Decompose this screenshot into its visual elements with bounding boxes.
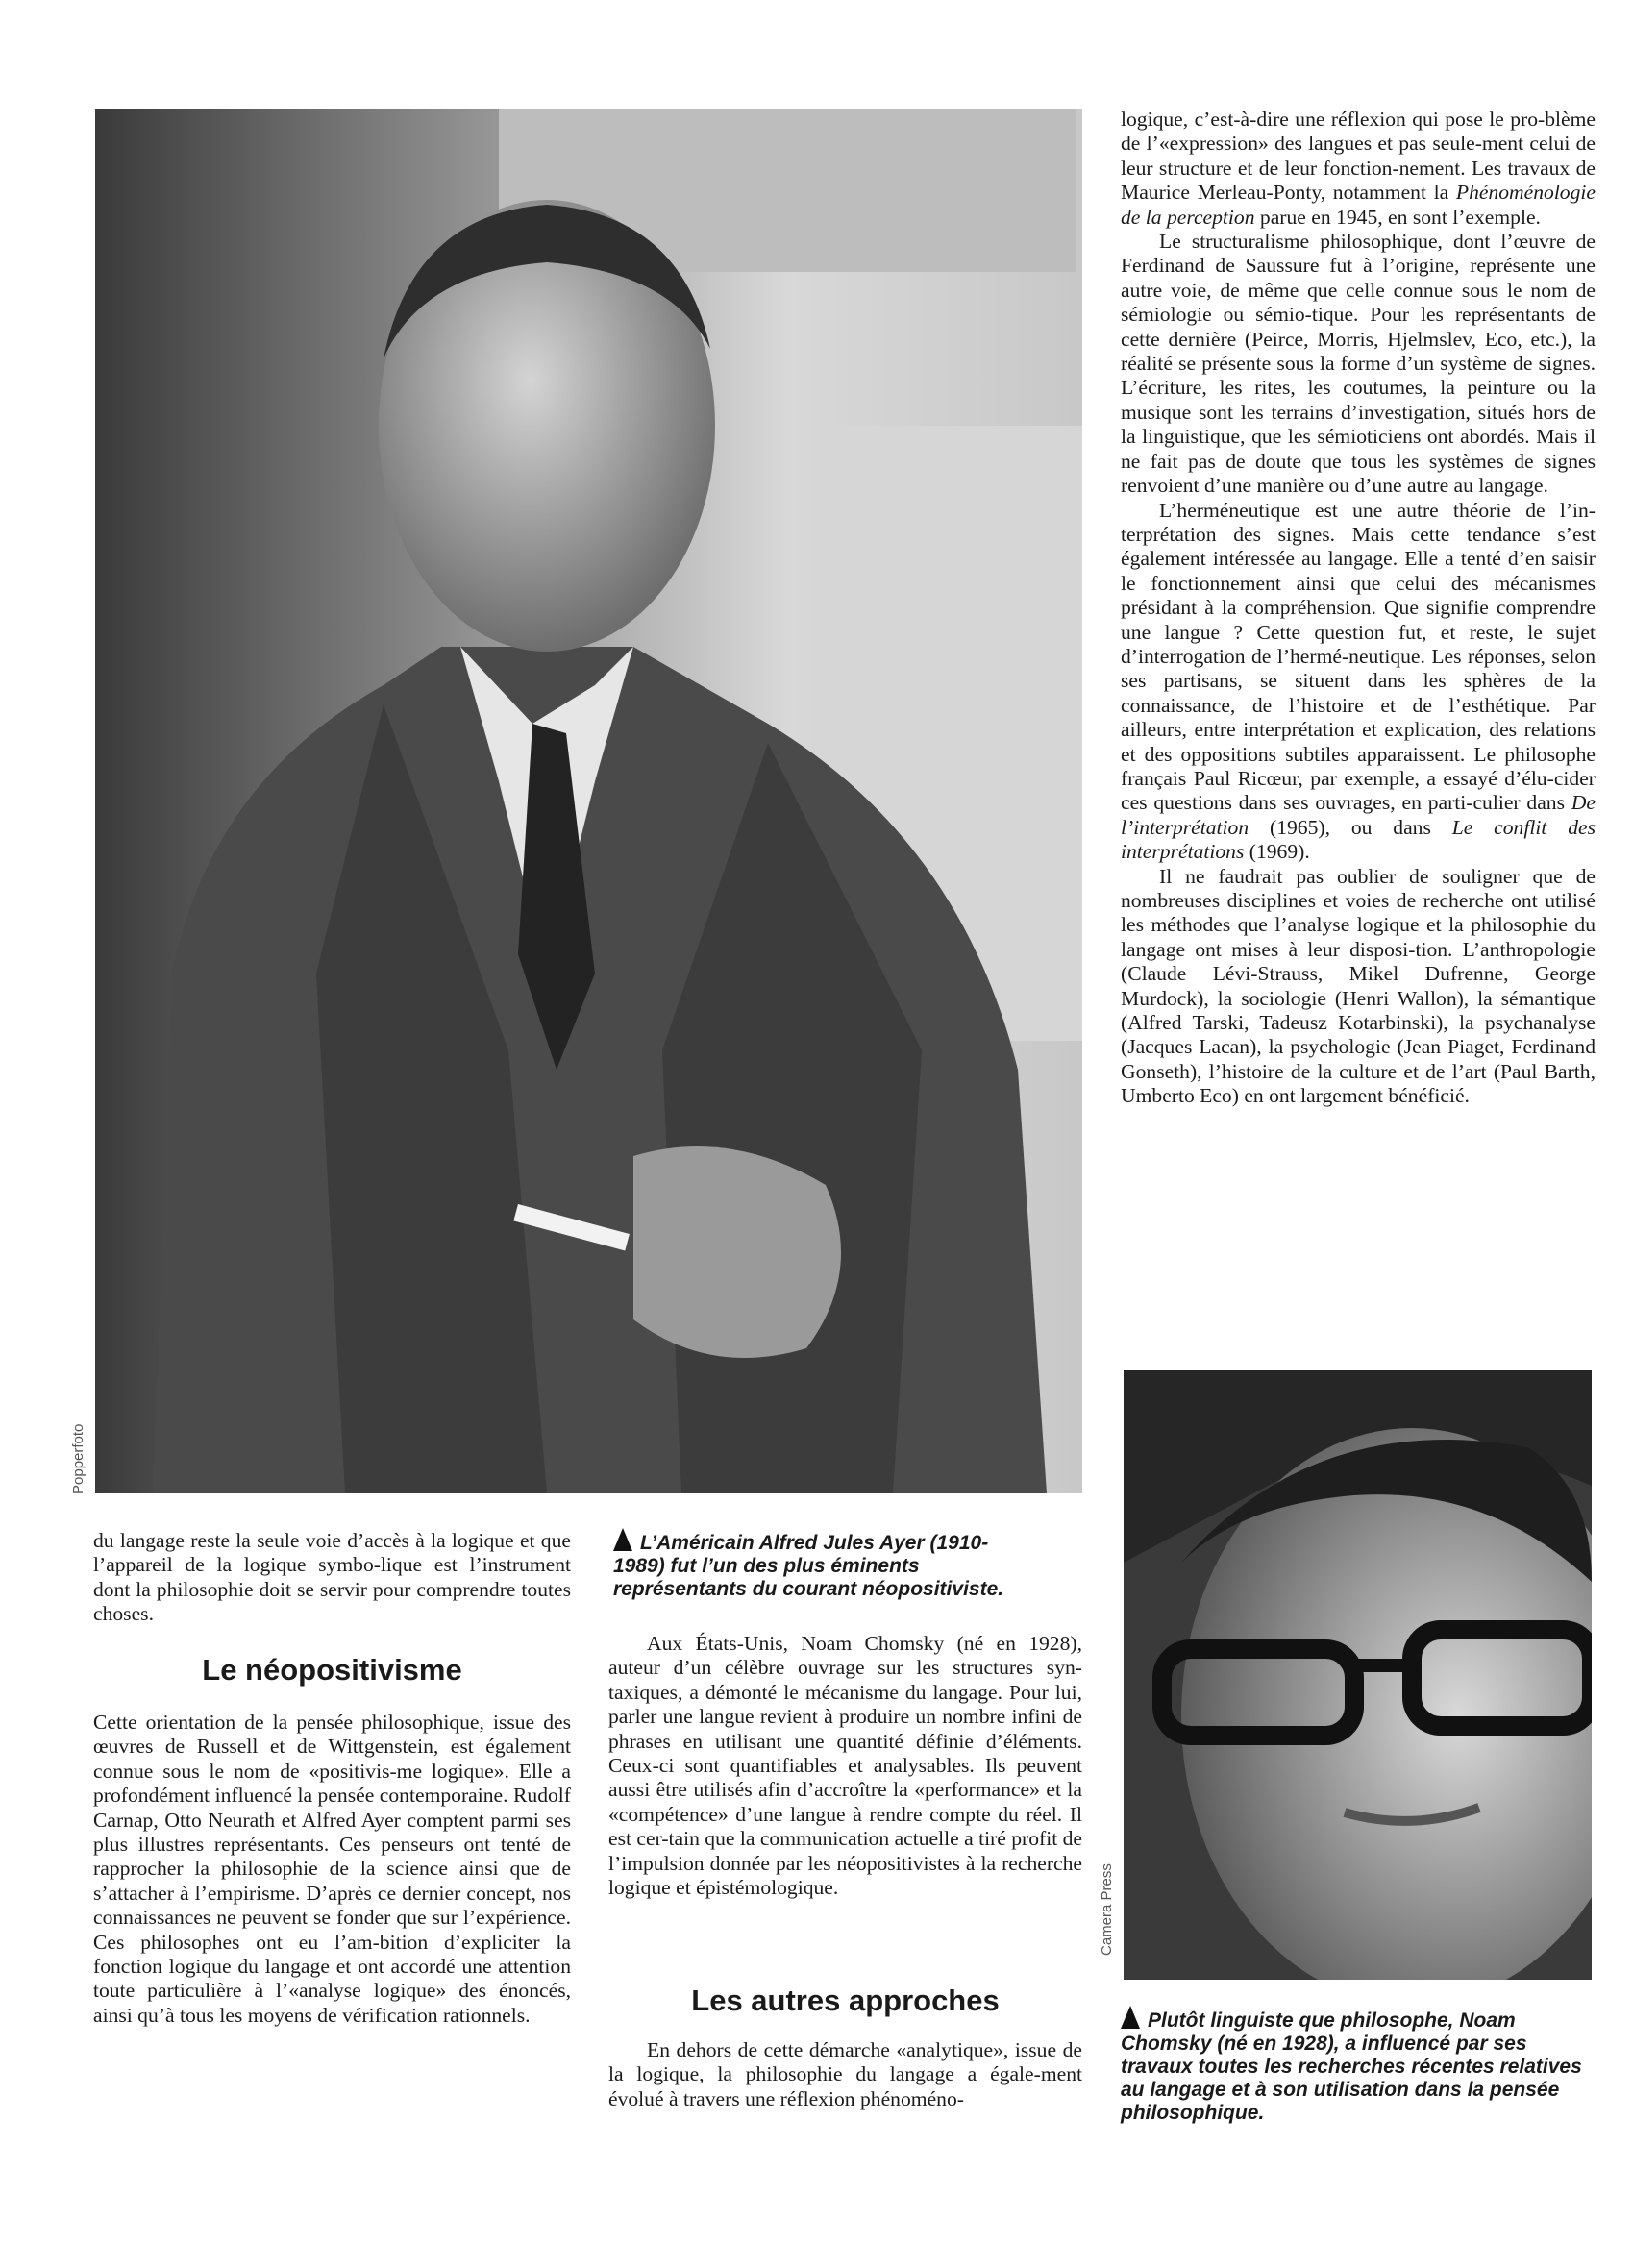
paragraph: Cette orientation de la pensée philosophique, issue des œuvres de Russell et de Wittgenstein, est également connue sous le nom de «positivis-me logique». Elle a profondément influencé la pensée contemporaine. Rudolf Carnap, Otto Neurath et Alfred Ayer comptent parmi ses plus illustres représentants. Ces penseurs ont tenté de rapprocher la philosophie de la science ainsi que de s’attacher à l’empirisme. D’après ce dernier concept, nos connaissances ne peuvent se fonder que sur l’expérience. Ces philosophes ont eu l’am-bition d’expliciter la fonction logique du langage et ont accordé une attention toute particulière à l’«analyse logique» des énoncés, ainsi qu’à tous les moyens de vérification rationnels. (93, 1711, 571, 2027)
middle-column (608, 1632, 1082, 1900)
triangle-marker-icon (1121, 2006, 1140, 2029)
triangle-marker-icon (613, 1528, 632, 1551)
paragraph: logique, c’est-à-dire une réflexion qui pose le pro-blème de l’«expression» des langues et pas seule-ment celui de leur structure et de leur fonction-nement. Les travaux de Maurice Merleau-Ponty, notamment la Phénoménologie de la perception parue en 1945, en sont l’exemple. (1121, 108, 1596, 229)
paragraph: Le structuralisme philosophique, dont l’œuvre de Ferdinand de Saussure fut à l’origine, représente une autre voie, de même que celle connue sous le nom de sémiologie ou sémio-tique. Pour les représentants de cette dernière (Peirce, Morris, Hjelmslev, Eco, etc.), la réalité se présente sous la forme d’un système de signes. L’écriture, les rites, les coutumes, la peinture ou la musique sont les terrains d’investigation, situés hors de la linguistique, que les sémioticiens ont abordés. Mais il ne fait pas de doute que tous les systèmes de signes renvoient d’une manière ou d’une autre au langage. (1121, 230, 1596, 498)
paragraph: du langage reste la seule voie d’accès à la logique et que l’appareil de la logique symbo-lique est l’instrument dont la philosophie doit se servir pour comprendre toutes choses. (93, 1529, 571, 1626)
paragraph: En dehors de cette démarche «analytique», issue de la logique, la philosophie du langage a égale-ment évolué à travers une réflexion phénoméno- (608, 2038, 1082, 2110)
section-heading: Les autres approches (691, 1984, 1000, 2017)
section-heading: Le néopositivisme (202, 1653, 462, 1687)
paragraph: L’herméneutique est une autre théorie de l’in-terprétation des signes. Mais cette tendance s’est également intéressée au langage. Elle a tenté d’en saisir le fonctionnement ainsi que celui des mécanismes présidant à la compréhension. Que signifie comprendre une langue ? Cette question fut, et reste, le sujet d’interrogation de l’hermé-neutique. Les réponses, selon ses partisans, se situent dans les sphères de la connaissance, de l’histoire et de l’esthétique. Par ailleurs, entre interprétation et explication, des relations et des oppositions subtiles apparaissent. Le philosophe français Paul Ricœur, par exemple, a essayé d’élu-cider ces questions dans ses ouvrages, en parti-culier dans De l’interprétation (1965), ou dans Le conflit des interprétations (1969). (1121, 498, 1596, 864)
photo-noam-chomsky (1124, 1370, 1592, 1980)
photo-caption-chomsky: Plutôt linguiste que philosophe, Noam Chomsky (né en 1928), a influencé par ses travaux toutes les recherches récentes relatives au langage et à son utilisation dans la pensée philosophique. (1121, 2006, 1601, 2125)
photo-alfred-ayer (95, 109, 1082, 1493)
photo-credit-chomsky: Camera Press (1099, 1863, 1115, 1956)
photo-credit-ayer: Popperfoto (70, 1423, 87, 1494)
paragraph: Aux États-Unis, Noam Chomsky (né en 1928), auteur d’un célèbre ouvrage sur les structures syn-taxiques, a démonté le mécanisme du langage. Pour lui, parler une langue revient à produire un nombre infini de phrases en utilisant une quantité définie d’éléments. Ceux-ci sont quantifiables et analysables. Ils peuvent aussi être utilisés afin d’accroître la «performance» et la «compétence» d’une langue à rendre compte du réel. Il est cer-tain que la communication actuelle a tiré profit de l’impulsion donnée par les néopositivistes à la recherche logique et épistémologique. (608, 1632, 1083, 1900)
left-column-top (93, 1529, 571, 1627)
right-column (1121, 108, 1596, 1109)
left-column (93, 1711, 571, 2028)
photo-caption-ayer: L’Américain Alfred Jules Ayer (1910-1989) fut l’un des plus éminents représentants du courant néopositiviste. (613, 1528, 1036, 1601)
paragraph: Il ne faudrait pas oublier de souligner que de nombreuses disciplines et voies de recherche ont utilisé les méthodes que l’analyse logique et la philosophie du langage ont mises à leur disposi-tion. L’anthropologie (Claude Lévi-Strauss, Mikel Dufrenne, George Murdock), la sociologie (Henri Wallon), la sémantique (Alfred Tarski, Tadeusz Kotarbinski), la psychanalyse (Jacques Lacan), la psychologie (Jean Piaget, Ferdinand Gonseth), l’histoire de la culture et de l’art (Paul Barth, Umberto Eco) en ont largement bénéficié. (1121, 864, 1596, 1108)
middle-column-bottom (608, 2038, 1082, 2111)
